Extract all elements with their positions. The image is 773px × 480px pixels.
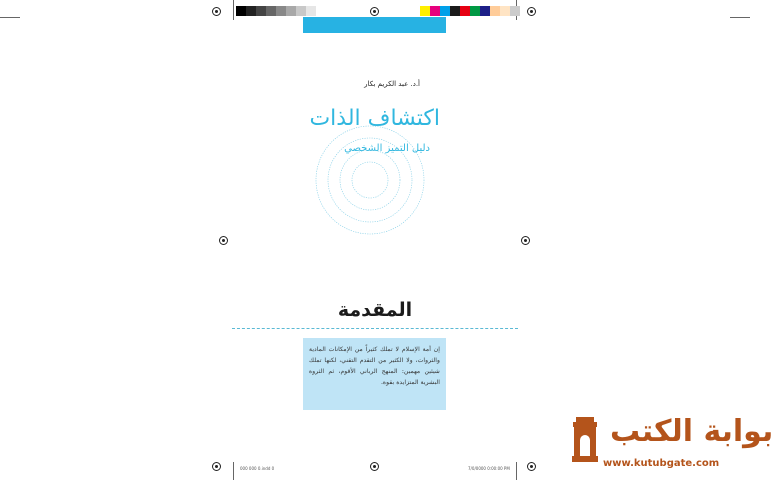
calibration-swatch [500,6,510,16]
crop-mark [233,462,234,480]
crop-mark [233,0,234,20]
registration-mark [219,236,228,245]
calibration-swatch [256,6,266,16]
watermark-url: www.kutubgate.com [603,458,720,469]
section-title: المقدمة [337,299,413,321]
watermark-name: بوابة الكتب [610,414,773,449]
registration-mark [527,7,536,16]
crop-mark [730,17,750,18]
registration-mark [370,7,379,16]
calibration-swatch [510,6,520,16]
calibration-swatch [440,6,450,16]
registration-mark [212,462,221,471]
crop-mark [516,462,517,480]
intro-box [303,338,446,410]
author-name: أ.د. عبد الكريم بكار [364,80,420,88]
calibration-swatch [276,6,286,16]
registration-mark [521,236,530,245]
calibration-swatch [236,6,246,16]
calibration-swatch [306,6,316,16]
calibration-swatch [266,6,276,16]
concentric-circles-decoration [290,120,450,240]
calibration-swatch [490,6,500,16]
registration-mark [370,462,379,471]
calibration-swatch [450,6,460,16]
footer-file-info: 000 000 0.indd 0 [240,466,275,471]
calibration-swatch [296,6,306,16]
crop-mark [0,17,20,18]
calibration-swatch [286,6,296,16]
book-subtitle: دليل التميز الشخصي [344,143,430,154]
section-divider [232,328,518,329]
calibration-swatch [420,6,430,16]
calibration-swatch [430,6,440,16]
gate-icon [571,416,599,464]
intro-text: إن أمة الإسلام لا تملك كثيراً من الإمكانات المادية والثروات، ولا الكثير من التقدم التقني، لكنها تملك شيئين مهمين: المنهج الرباني الأقوم، ثم الثروة البشرية المتزايدة بقوة. [309,346,440,386]
color-calibration-strip [420,6,520,16]
grey-calibration-strip [236,6,316,16]
calibration-swatch [470,6,480,16]
footer-timestamp: 7/0/0000 0:00:00 PM [468,466,510,471]
registration-mark [527,462,536,471]
calibration-swatch [480,6,490,16]
registration-mark [212,7,221,16]
calibration-swatch [246,6,256,16]
book-title: اكتشاف الذات [309,106,440,131]
calibration-swatch [460,6,470,16]
top-color-band [303,17,446,33]
